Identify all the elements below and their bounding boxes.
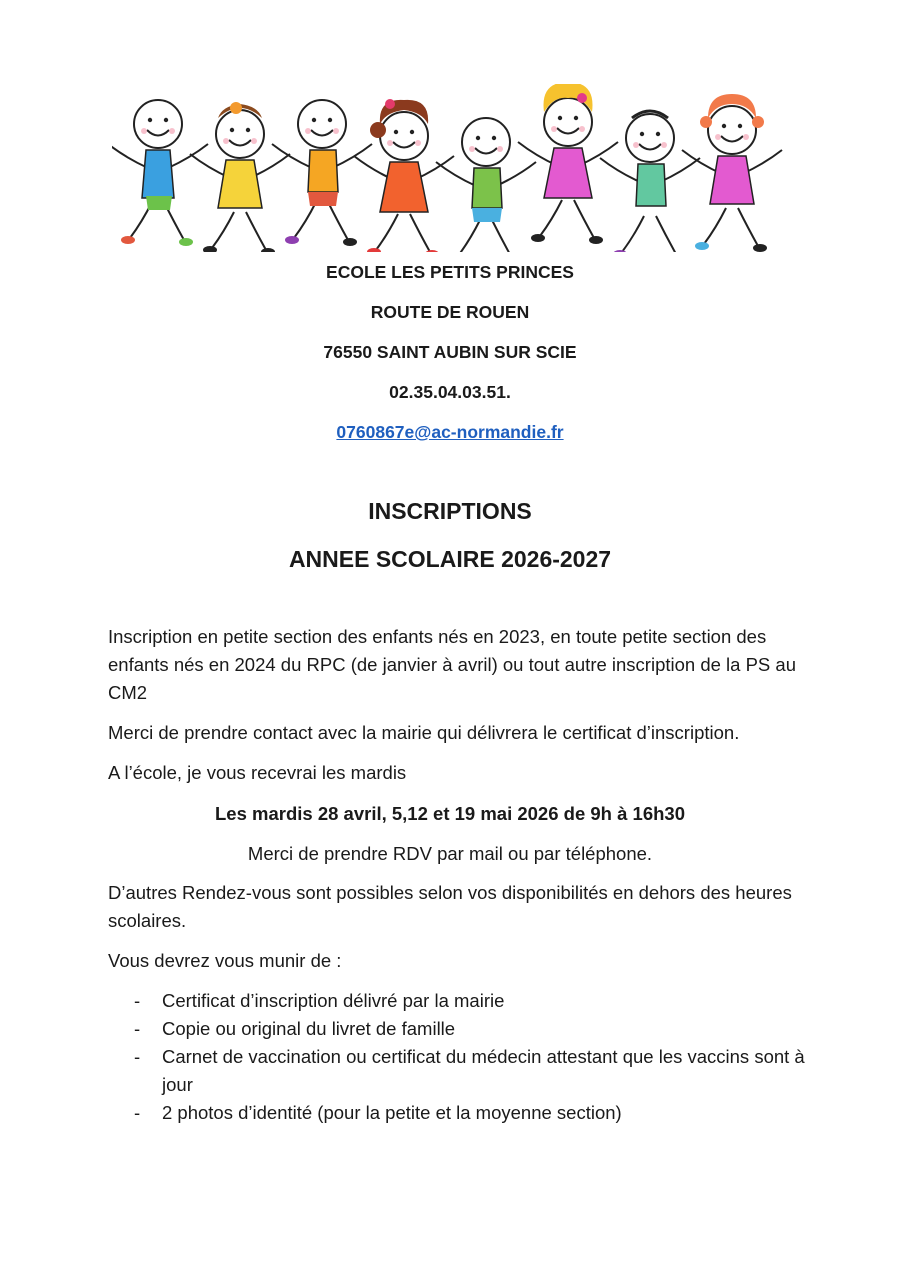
list-item-text: Certificat d’inscription délivré par la mairie bbox=[162, 990, 505, 1011]
required-documents-list bbox=[108, 987, 808, 1127]
page-title: INSCRIPTIONS bbox=[368, 498, 532, 524]
list-dash-marker: - bbox=[134, 990, 141, 1011]
list-dash-marker: - bbox=[134, 1046, 141, 1067]
list-dash-marker: - bbox=[134, 1102, 141, 1123]
school-phone: 02.35.04.03.51. bbox=[389, 382, 511, 402]
rdv-note: Merci de prendre RDV par mail ou par téléphone. bbox=[247, 843, 653, 864]
list-item bbox=[108, 1099, 808, 1127]
list-item bbox=[108, 1043, 808, 1099]
reception-paragraph: A l’école, je vous recevrai les mardis bbox=[108, 762, 407, 783]
list-item bbox=[108, 1015, 808, 1043]
school-city: 76550 SAINT AUBIN SUR SCIE bbox=[323, 342, 577, 362]
list-item-text: Carnet de vaccination ou certificat du médecin attestant que les vaccins sont à jour bbox=[162, 1046, 805, 1095]
intro-paragraph: Inscription en petite section des enfants nés en 2023, en toute petite section des enfants nés en 2024 du RPC (de janvier à avril) ou tout autre inscription de la PS au CM2 bbox=[108, 626, 796, 703]
list-item-text: 2 photos d’identité (pour la petite et la moyenne section) bbox=[162, 1102, 622, 1123]
school-street: ROUTE DE ROUEN bbox=[370, 302, 530, 322]
list-item bbox=[108, 987, 808, 1015]
school-name: ECOLE LES PETITS PRINCES bbox=[326, 262, 574, 282]
mairie-paragraph: Merci de prendre contact avec la mairie qui délivrera le certificat d’inscription. bbox=[108, 722, 740, 743]
dancing-children-illustration bbox=[112, 84, 796, 252]
other-appointments-paragraph: D’autres Rendez-vous sont possibles selon vos disponibilités en dehors des heures scolaires. bbox=[108, 882, 792, 931]
school-year-subtitle: ANNEE SCOLAIRE 2026-2027 bbox=[288, 546, 612, 572]
list-dash-marker: - bbox=[134, 1018, 141, 1039]
registration-dates: Les mardis 28 avril, 5,12 et 19 mai 2026 de 9h à 16h30 bbox=[215, 803, 685, 824]
bring-documents-intro: Vous devrez vous munir de : bbox=[108, 950, 342, 971]
school-email-link[interactable]: 0760867e@ac-normandie.fr bbox=[336, 422, 564, 442]
list-item-text: Copie ou original du livret de famille bbox=[162, 1018, 456, 1039]
